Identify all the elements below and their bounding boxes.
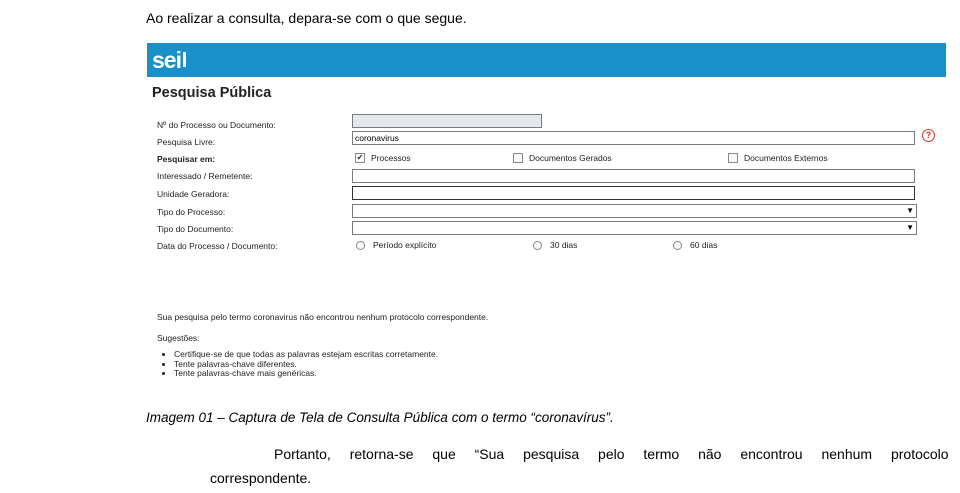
sei-logo-text: sei [152,47,181,73]
radio-icon[interactable] [533,241,542,250]
checkbox-checked-icon[interactable]: ✔ [356,153,364,162]
checkbox-label: Documentos Externos [744,153,828,163]
checkbox-documentos-externos[interactable] [728,153,828,163]
tipo-processo-select[interactable] [352,204,917,218]
logo-bar-icon [183,52,186,67]
radio-icon[interactable] [356,241,365,250]
figure-caption: Imagem 01 – Captura de Tela de Consulta Pública com o termo “coronavírus”. [146,410,614,425]
sei-logo[interactable] [152,47,186,73]
label-data: Data do Processo / Documento: [157,241,278,251]
dropdown-arrow-icon: ▼ [906,206,914,215]
radio-label: 60 dias [690,240,718,250]
checkbox-label: Processos [371,153,411,163]
dropdown-arrow-icon: ▼ [906,223,914,232]
radio-label: 30 dias [550,240,578,250]
paragraph-line-1: Portanto, retorna-se que “Sua pesquisa pelo termo não encontrou nenhum protocolo [274,446,949,462]
radio-icon[interactable] [673,241,682,250]
label-pesquisa-livre: Pesquisa Livre: [157,137,216,147]
processo-input[interactable] [352,114,542,128]
suggestions-list [159,350,438,379]
checkbox-processos[interactable] [355,153,411,163]
label-processo: Nº do Processo ou Documento: [157,120,276,130]
radio-60-dias[interactable] [673,240,717,250]
checkbox-icon[interactable] [728,153,738,163]
result-message: Sua pesquisa pelo termo coronavirus não encontrou nenhum protocolo correspondente. [157,312,489,322]
pesquisa-livre-input[interactable]: coronavirus [352,131,915,145]
list-item: • Tente palavras-chave diferentes. [174,360,438,370]
intro-text: Ao realizar a consulta, depara-se com o que segue. [146,10,467,26]
label-unidade: Unidade Geradora: [157,189,230,199]
interessado-input[interactable] [352,169,915,183]
tipo-documento-select[interactable] [352,221,917,235]
help-icon[interactable]: ? [922,129,935,142]
checkbox-documentos-gerados[interactable] [513,153,612,163]
radio-periodo-explicito[interactable] [356,240,436,250]
checkbox-icon[interactable] [513,153,523,163]
label-pesquisar-em: Pesquisar em: [157,154,216,164]
sei-screenshot [147,43,946,395]
label-tipo-documento: Tipo do Documento: [157,224,234,234]
paragraph-line-2: correspondente. [210,470,312,486]
label-interessado: Interessado / Remetente: [157,171,253,181]
label-tipo-processo: Tipo do Processo: [157,207,226,217]
checkbox-label: Documentos Gerados [529,153,612,163]
sei-banner [147,43,946,77]
radio-30-dias[interactable] [533,240,577,250]
page-title: Pesquisa Pública [152,85,272,101]
list-item: • Certifique-se de que todas as palavras estejam escritas corretamente. [174,350,438,360]
suggestions-title: Sugestões: [157,333,200,343]
list-item: • Tente palavras-chave mais genéricas. [174,369,438,379]
radio-label: Período explícito [373,240,437,250]
unidade-input[interactable] [352,186,915,200]
